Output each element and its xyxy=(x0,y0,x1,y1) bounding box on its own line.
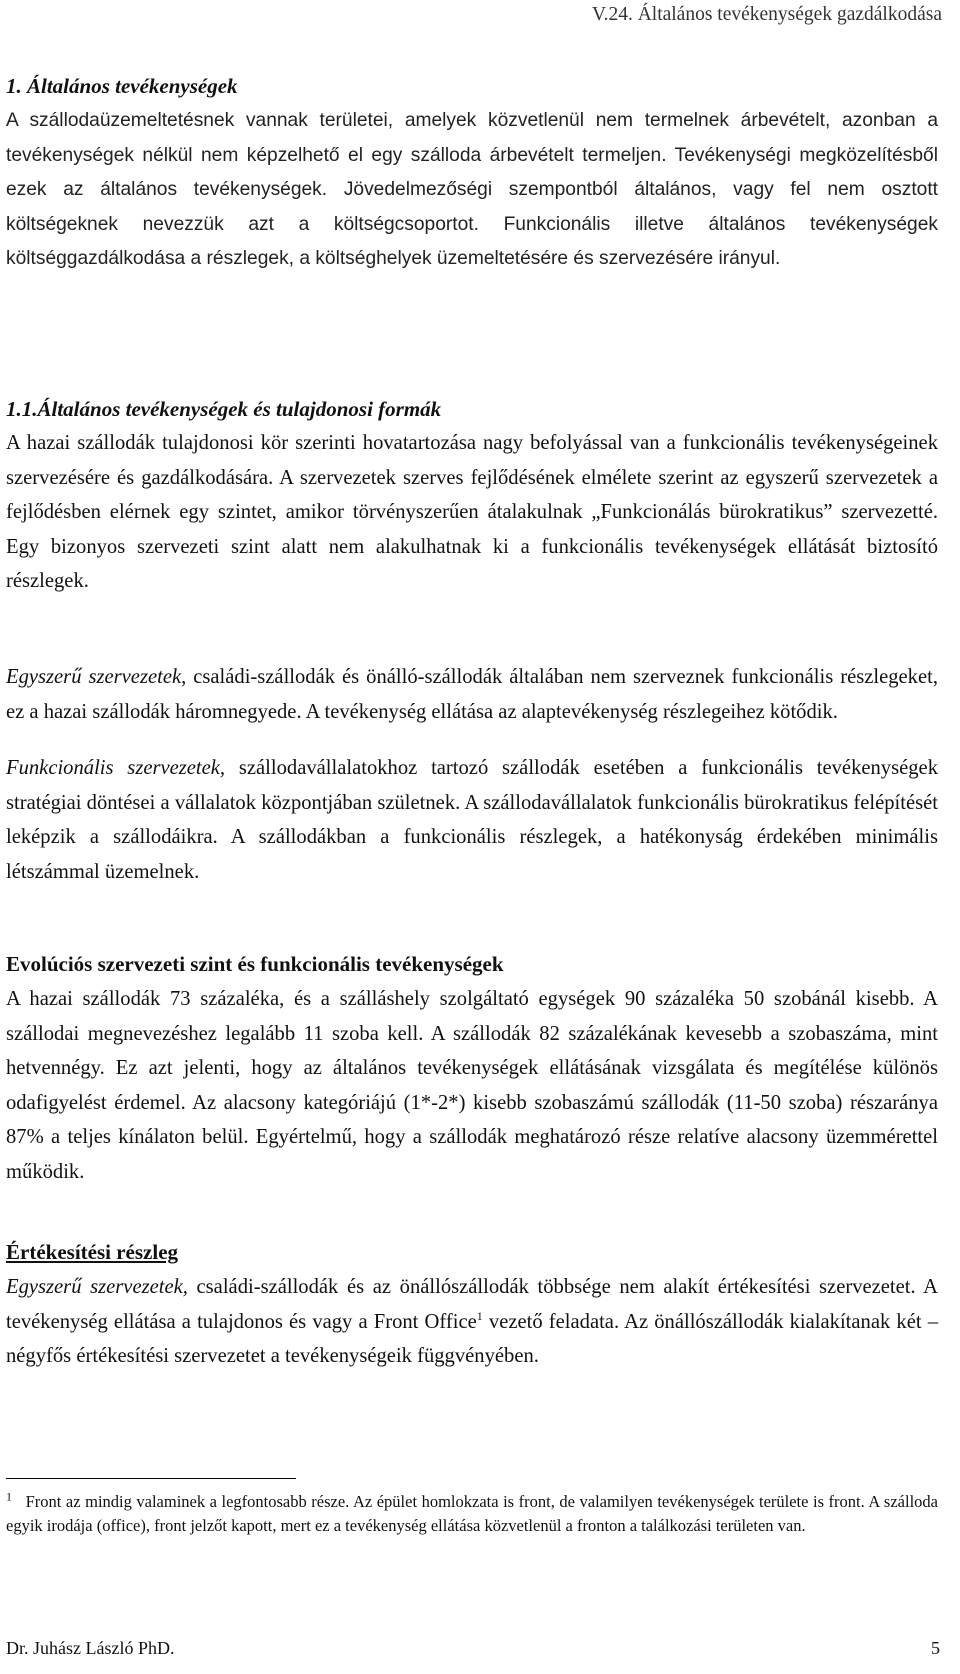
sales-text-b: vezető feladata. Az önállószállodák kialakítanak két – négyfős értékesítési szervezetet a tevékenységeik függvényében. xyxy=(6,1310,939,1368)
sales-paragraph xyxy=(6,1270,938,1374)
section-1-paragraph: A szállodaüzemeltetésnek vannak területei, amelyek közvetlenül nem termelnek árbevételt, azonban a tevékenységek nélkül nem képzelhető el egy szálloda árbevételt termeljen. Tevékenységi megközelítésből ezek az általános tevékenységek. Jövedelmezőségi szempontból általános, vagy fel nem osztott költségeknek nevezzük azt a költségcsoportot. Funkcionális illetve általános tevékenységek költséggazdálkodása a részlegek, a költséghelyek üzemeltetésére és szervezésére irányul. xyxy=(6,110,938,270)
section-1-1-paragraph-2 xyxy=(6,660,938,729)
section-1-1-paragraph-1: A hazai szállodák tulajdonosi kör szerinti hovatartozása nagy befolyással van a funkcionális tevékenységeinek szervezésére és gazdálkodására. A szervezetek szerves fejlődésének elmélete szerint az egyszerű szervezetek a fejlődésben elérnek egy szintet, amikor törvényszerűen átalakulnak „Funkcionálás bürokratikus” szervezetté. Egy bizonyos szervezeti szint alatt nem alakulhatnak ki a funkcionális tevékenységek ellátását biztosító részlegek. xyxy=(6,432,938,593)
simple-organizations-term: Egyszerű szervezetek xyxy=(6,666,182,688)
paragraph-3-text: szállodavállalatokhoz tartozó szállodák esetében a funkcionális tevékenységek stratégiai döntései a vállalatok központjában születnek. A szállodavállalatok funkcionális bürokratikus felépítését leképzik a szállodáikra. A szállodákban a funkcionális részlegek, a hatékonyság érdekében minimális létszámmal üzemelnek. xyxy=(6,757,938,883)
functional-organizations-term: Funkcionális szervezetek, xyxy=(6,757,226,779)
sales-simple-organizations-term: Egyszerű szervezetek, xyxy=(6,1276,188,1298)
footnote xyxy=(6,1490,938,1537)
footnote-reference: 1 xyxy=(476,1308,483,1323)
footer-page-number: 5 xyxy=(931,1638,940,1658)
running-header: V.24. Általános tevékenységek gazdálkodása xyxy=(592,4,942,25)
sales-heading: Értékesítési részleg xyxy=(6,1240,179,1264)
paragraph-2-text: , családi-szállodák és önálló-szállodák általában nem szerveznek funkcionális részlegeket, ez a hazai szállodák háromnegyede. A tevékenység ellátása az alaptevékenység részlegeihez kötődik. xyxy=(6,666,938,723)
evolution-paragraph: A hazai szállodák 73 százaléka, és a szálláshely szolgáltató egységek 90 százaléka 50 szobánál kisebb. A szállodai megnevezéshez legalább 11 szoba kell. A szállodák 82 százalékának kevesebb a szobaszáma, mint hetvennégy. Ez azt jelenti, hogy az általános tevékenységek ellátásának vizsgálata és megítélése különös odafigyelést érdemel. Az alacsony kategóriájú (1*-2*) kisebb szobaszámú szállodák (11-50 szoba) részaránya 87% a teljes kínálaton belül. Egyértelmű, hogy a szállodák meghatározó része relatíve alacsony üzemmérettel működik. xyxy=(6,988,938,1183)
section-1-heading: 1. Általános tevékenységek xyxy=(6,74,238,98)
footer-author: Dr. Juhász László PhD. xyxy=(6,1638,175,1658)
section-1-1-heading: 1.1.Általános tevékenységek és tulajdonosi formák xyxy=(6,397,442,421)
sales-text-a: családi-szállodák és az önállószállodák többsége nem alakít értékesítési szervezetet. A tevékenység ellátása a tulajdonos és vagy a Front Office xyxy=(6,1276,939,1333)
footnote-text: Front az mindig valaminek a legfontosabb része. Az épület homlokzata is front, de valamilyen tevékenységek területe is front. A szálloda egyik irodája (office), front jelzőt kapott, mert ez a tevékenység ellátása közvetlenül a fronton a találkozási területen van. xyxy=(6,1492,938,1535)
evolution-heading: Evolúciós szervezeti szint és funkcionális tevékenységek xyxy=(6,952,504,976)
footnote-separator xyxy=(6,1478,296,1479)
section-1-1-paragraph-3 xyxy=(6,751,938,889)
footnote-marker: 1 xyxy=(6,1489,12,1504)
